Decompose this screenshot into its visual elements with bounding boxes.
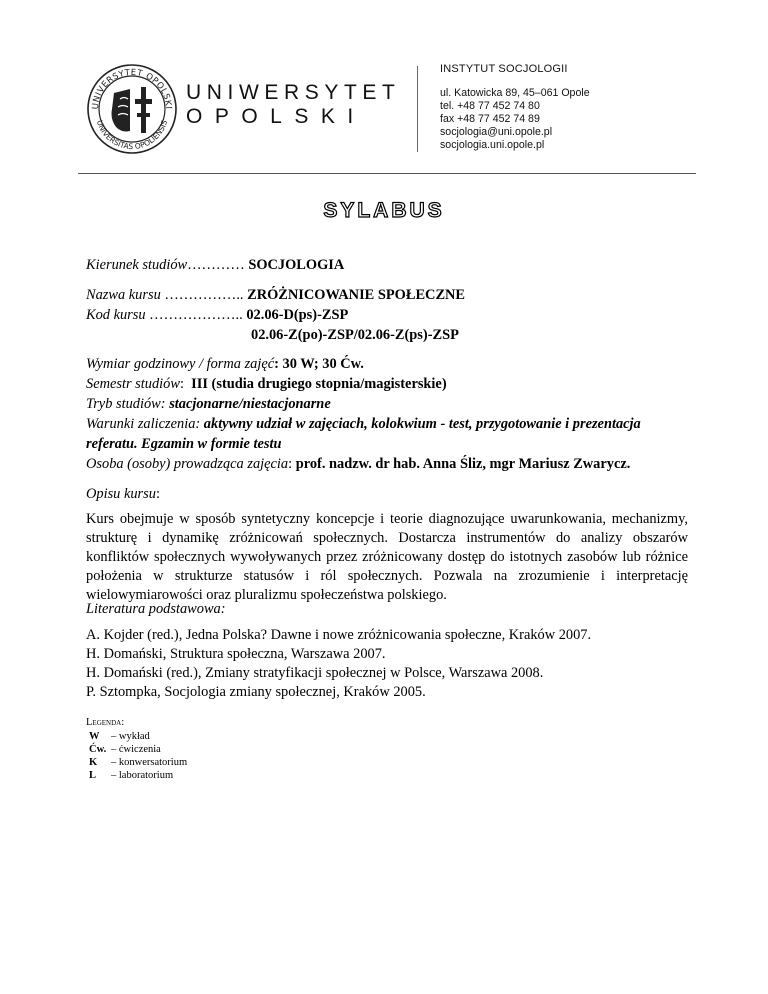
warunki-value2: referatu. Egzamin w formie testu xyxy=(86,436,282,452)
institute-website[interactable]: socjologia.uni.opole.pl xyxy=(440,139,545,151)
osoba-label: Osoba (osoby) prowadząca zajęcia xyxy=(86,456,289,472)
header-rule xyxy=(78,173,696,174)
kod-value1: 02.06-D(ps)-ZSP xyxy=(246,307,349,323)
legend-row xyxy=(89,730,187,743)
svg-text:UNIVERSYTET OPOLSKI: UNIVERSYTET OPOLSKI xyxy=(90,67,174,110)
semestr-label: Semestr studiów xyxy=(86,376,180,392)
osoba-value: prof. nadzw. dr hab. Anna Śliz, mgr Mariusz Zwarycz. xyxy=(295,456,631,472)
legend-desc: – wykład xyxy=(111,731,150,742)
legend-abbr: W xyxy=(89,731,100,742)
legend-row xyxy=(89,769,187,782)
literatura-item: H. Domański, Struktura społeczna, Warszawa 2007. xyxy=(86,646,386,662)
svg-text:UNIVERSITAS OPOLIENSIS: UNIVERSITAS OPOLIENSIS xyxy=(94,119,170,152)
field-kod xyxy=(86,306,348,325)
kierunek-dots: ………… xyxy=(187,257,245,273)
opis-heading-row: Opisu kursu: xyxy=(86,486,160,502)
kod-label: Kod kursu xyxy=(86,307,146,323)
institute-contact xyxy=(440,63,590,152)
legend-abbr: K xyxy=(89,757,98,768)
field-nazwa xyxy=(86,286,465,305)
field-osoba: Osoba (osoby) prowadząca zajęcia: prof. nadzw. dr hab. Anna Śliz, mgr Mariusz Zwarycz. xyxy=(86,456,631,472)
kod-value2: 02.06-Z(po)-ZSP/02.06-Z(ps)-ZSP xyxy=(251,327,459,343)
field-wymiar xyxy=(86,355,364,374)
document-title-text: SYLABUS xyxy=(323,199,445,222)
legend-desc: – laboratorium xyxy=(111,770,174,781)
opis-text: Kurs obejmuje w sposób syntetyczny koncepcje i teorie diagnozujące uwarunkowania, mechanizmy, strukturę i dynamikę zróżnicowań społecznych. Dostarcza instrumentów do analizy obszarów konfliktów społecznych wywoływanych przez zróżnicowany dostęp do istotnych zasobów lub różnice położenia w strukturze statusów i ról społecznych. Pozwala na zrozumienie i interpretację wielowymiarowości oraz pluralizmu społeczeństwa polskiego. xyxy=(86,511,688,603)
legend-desc: – ćwiczenia xyxy=(111,744,161,755)
university-seal-icon xyxy=(86,63,178,155)
legend-table xyxy=(89,730,187,782)
field-warunki-line2 xyxy=(86,435,282,454)
legend-desc: – konwersatorium xyxy=(111,757,188,768)
kierunek-label: Kierunek studiów xyxy=(86,257,188,273)
header-divider xyxy=(417,66,418,152)
semestr-value: III (studia drugiego stopnia/magisterskie) xyxy=(191,376,447,392)
letterhead xyxy=(0,0,768,175)
warunki-value1: aktywny udział w zajęciach, kolokwium - test, przygotowanie i prezentacja xyxy=(203,416,641,432)
legend-title-row: Legenda: xyxy=(86,717,125,728)
legend-row xyxy=(89,743,187,756)
literatura-item: H. Domański (red.), Zmiany stratyfikacji społecznej w Polsce, Warszawa 2008. xyxy=(86,665,544,681)
university-name-line2: OPOLSKI xyxy=(186,105,366,128)
literatura-item: A. Kojder (red.), Jedna Polska? Dawne i nowe zróżnicowania społeczne, Kraków 2007. xyxy=(86,627,592,643)
kierunek-value: SOCJOLOGIA xyxy=(248,257,345,273)
tryb-value: stacjonarne/niestacjonarne xyxy=(169,396,331,412)
opis-heading: Opisu kursu xyxy=(86,486,156,502)
nazwa-label: Nazwa kursu xyxy=(86,287,161,303)
document-title xyxy=(0,199,768,223)
field-kod-line2 xyxy=(251,326,459,345)
kod-dots: ……………….. xyxy=(145,307,243,323)
legend-abbr: Ćw. xyxy=(89,744,107,755)
legend-row xyxy=(89,756,187,769)
field-semestr: Semestr studiów: III (studia drugiego stopnia/magisterskie) xyxy=(86,376,447,392)
wymiar-label: Wymiar godzinowy / forma zajęć xyxy=(86,356,275,372)
institute-fax: fax +48 77 452 74 89 xyxy=(440,113,540,125)
field-tryb xyxy=(86,395,331,414)
literatura-item: P. Sztompka, Socjologia zmiany społecznej, Kraków 2005. xyxy=(86,684,426,700)
nazwa-dots: …………….. xyxy=(160,287,244,303)
university-name-line1: UNIWERSYTET xyxy=(186,81,401,104)
warunki-label: Warunki zaliczenia: xyxy=(86,416,201,432)
tryb-label: Tryb studiów: xyxy=(86,396,166,412)
institute-name: INSTYTUT SOCJOLOGII xyxy=(440,63,568,75)
institute-tel: tel. +48 77 452 74 80 xyxy=(440,100,540,112)
nazwa-value: ZRÓŻNICOWANIE SPOŁECZNE xyxy=(247,287,466,303)
literatura-heading: Literatura podstawowa: xyxy=(86,601,226,617)
institute-email[interactable]: socjologia@uni.opole.pl xyxy=(440,126,553,138)
university-name xyxy=(186,81,400,129)
legend-abbr: L xyxy=(89,770,97,781)
legend-title: Legenda xyxy=(86,717,122,728)
wymiar-value: : 30 W; 30 Ćw. xyxy=(274,356,364,372)
field-kierunek xyxy=(86,256,344,275)
field-warunki xyxy=(86,415,641,434)
institute-address: ul. Katowicka 89, 45–061 Opole xyxy=(440,87,590,99)
legend xyxy=(86,716,187,782)
literatura-heading-row xyxy=(86,600,226,619)
